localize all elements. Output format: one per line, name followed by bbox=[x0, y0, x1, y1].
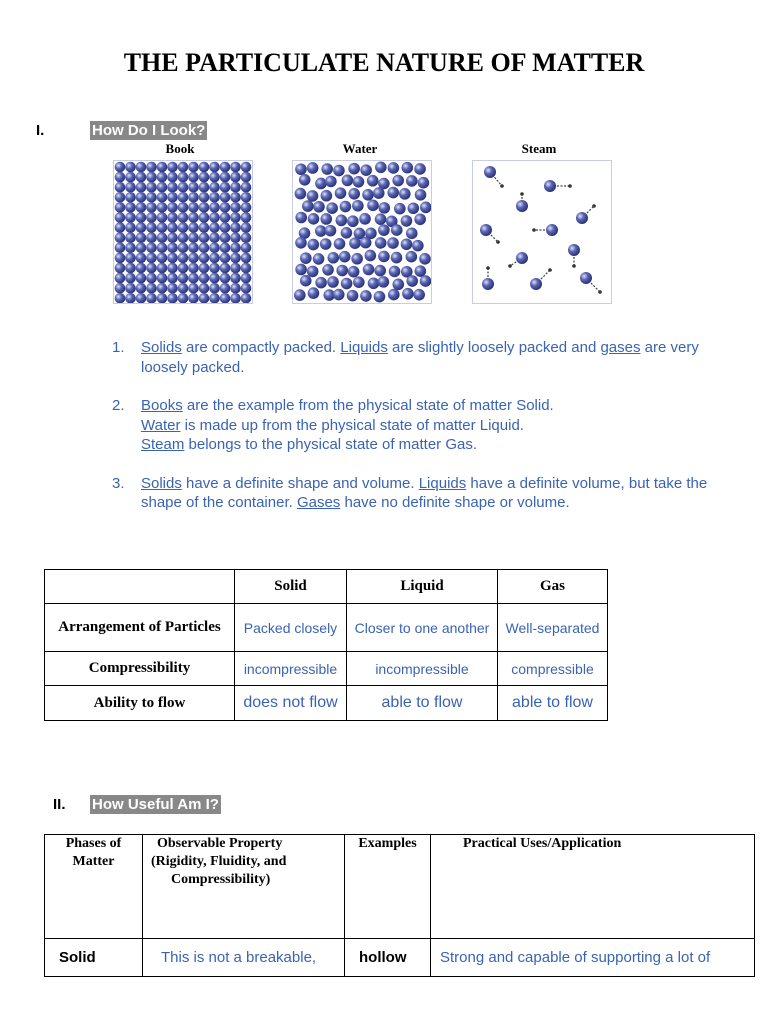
use-cell: Strong and capable of supporting a lot of bbox=[431, 939, 755, 977]
header-property: Observable Property (Rigidity, Fluidity, and Compressibility) bbox=[143, 835, 345, 939]
table-row bbox=[45, 686, 608, 721]
table-cell: Well-separated bbox=[498, 604, 608, 652]
table-header-cell bbox=[45, 570, 235, 604]
term-solids: Solids bbox=[141, 474, 182, 492]
table-cell: incompressible bbox=[347, 652, 498, 686]
section-1-heading bbox=[36, 121, 207, 140]
list-item: 3. Solids have a definite shape and volume. Liquids have a definite volume, but take the shape of the container. Gases have no definite shape or volume. bbox=[112, 474, 708, 511]
solid-particles-icon bbox=[113, 160, 253, 304]
uses-table bbox=[44, 834, 755, 977]
row-label: Compressibility bbox=[45, 652, 235, 686]
section-2-heading bbox=[53, 795, 221, 814]
term-gases: gases bbox=[600, 339, 641, 356]
row-label: Arrangement of Particles bbox=[45, 604, 235, 652]
table-cell: able to flow bbox=[498, 686, 608, 721]
gas-particles-icon bbox=[472, 160, 612, 304]
example-cell: hollow bbox=[345, 939, 431, 977]
table-header-cell: Gas bbox=[498, 570, 608, 604]
table-cell: compressible bbox=[498, 652, 608, 686]
term-liquids: Liquids bbox=[340, 339, 388, 356]
table-cell: Closer to one another bbox=[347, 604, 498, 652]
list-item: 2. Books are the example from the physical state of matter Solid. Water is made up from the physical state of matter Liquid. Steam belongs to the physical state of matter Gas. bbox=[112, 397, 554, 453]
table-row bbox=[45, 939, 755, 977]
term-water: Water bbox=[141, 416, 181, 434]
property-cell: This is not a breakable, bbox=[143, 939, 345, 977]
term-solids: Solids bbox=[141, 339, 182, 356]
table-header-cell: Solid bbox=[235, 570, 347, 604]
phase-cell: Solid bbox=[45, 939, 143, 977]
table-row bbox=[45, 604, 608, 652]
table-cell: incompressible bbox=[235, 652, 347, 686]
term-books: Books bbox=[141, 397, 183, 414]
image-label-water: Water bbox=[342, 141, 378, 156]
table-cell: does not flow bbox=[235, 686, 347, 721]
term-steam: Steam bbox=[141, 436, 185, 453]
header-uses: Practical Uses/Application bbox=[431, 835, 755, 939]
section-2-number: II. bbox=[53, 796, 66, 813]
term-gases: Gases bbox=[296, 494, 341, 511]
table-header-cell: Liquid bbox=[347, 570, 498, 604]
table-cell: able to flow bbox=[347, 686, 498, 721]
row-label: Ability to flow bbox=[45, 686, 235, 721]
section-1-number: I. bbox=[36, 122, 45, 139]
list-item: 1. Solids are compactly packed. Liquids are slightly loosely packed and gases are very loosely packed. bbox=[112, 339, 699, 376]
section-2-label: How Useful Am I? bbox=[92, 796, 219, 813]
table-row bbox=[45, 652, 608, 686]
liquid-particles-icon bbox=[292, 160, 432, 304]
states-comparison-table bbox=[44, 569, 608, 721]
image-label-book: Book bbox=[165, 141, 195, 156]
page-title: THE PARTICULATE NATURE OF MATTER bbox=[123, 48, 645, 77]
table-cell: Packed closely bbox=[235, 604, 347, 652]
header-examples: Examples bbox=[345, 835, 431, 939]
term-liquids: Liquids bbox=[418, 474, 467, 492]
image-label-steam: Steam bbox=[521, 141, 557, 156]
section-1-label: How Do I Look? bbox=[92, 122, 206, 139]
observations-list bbox=[112, 338, 712, 532]
header-phases: Phases of Matter bbox=[45, 835, 143, 939]
